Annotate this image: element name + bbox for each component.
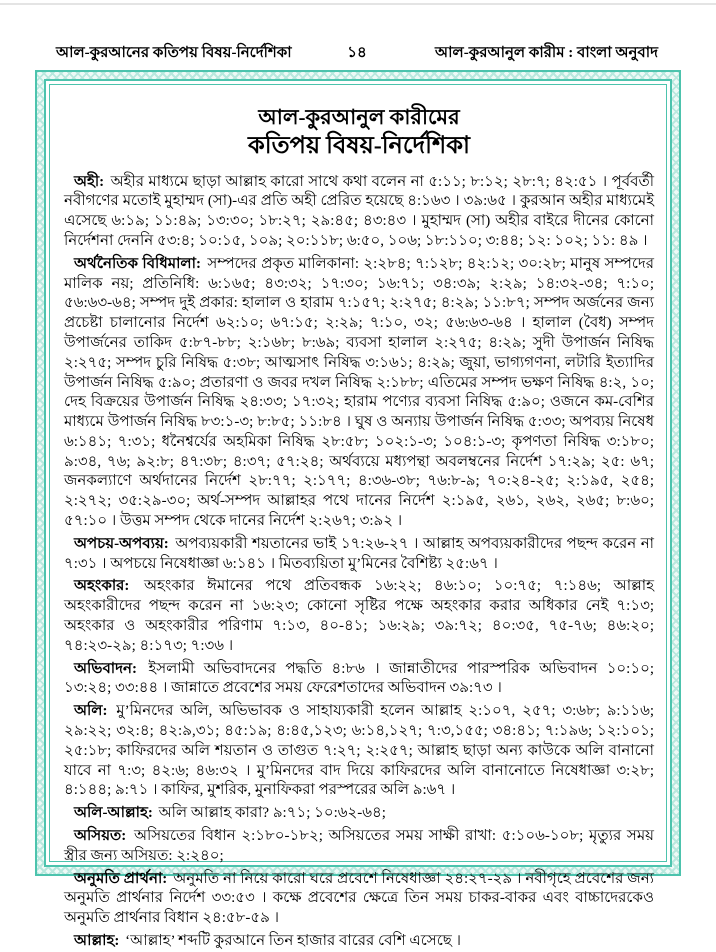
entry-term: অনুমতি প্রার্থনা: bbox=[74, 870, 168, 887]
entry-text: অনুমতি না নিয়ে কারো ঘরে প্রবেশে নিষেধাজ্ঞা ২৪:২৭-২৯ । নবীগৃহে প্রবেশের জন্য অনুমতি প্রার্থনার নির্দেশ ৩৩:৫৩ । কক্ষে প্রবেশের ক্ষেত্রে তিন সময় চাকর-বাকর এবং বাচ্চাদেরকেও অনুমতি প্রার্থনার বিধান ২৪:৫৮-৫৯ । bbox=[64, 870, 654, 927]
entry-term: অলি: bbox=[74, 703, 108, 720]
page-title-line-1: আল-কুরআনুল কারীমের bbox=[258, 105, 460, 129]
entry-text: অসিয়তের বিধান ২:১৮০-১৮২; অসিয়তের সময় সাক্ষী রাখা: ৫:১০৬-১০৮; মৃত্যুর সময় স্ত্রীর জন্য অসিয়ত: ২:২৪০; bbox=[64, 828, 654, 864]
entry-text: সম্পদের প্রকৃত মালিকানা: ২:২৮৪; ৭:১২৮; ৪২:১২; ৩০:২৮; মানুষ সম্পদের মালিক নয়; প্রতিনিধি: ৬:১৬৫; ৪৩:৩২; ১৭:৩০; ১৬:৭১; ৩৪:৩৯; ২:২৯; ১৪:৩২-৩৪; ৭:১০; ৫৬:৬৩-৬৪; সম্পদ দুই প্রকার: হালাল ও হারাম ৭:১৫৭; ২:২৭৫; ৪:২৯; ১১:৮৭; সম্পদ অর্জনের জন্য প্রচেষ্টা চালানোর নির্দেশ ৬২:১০; ৬৭:১৫; ২:২৯; ৭:১০, ৩২; ৫৬:৬৩-৬৪ । হালাল (বৈধ) সম্পদ উপার্জনের তাকিদ ৫:৮৭-৮৮; ২:১৬৮; ৮:৬৯; ব্যবসা হালাল ২:২৭৫; ৪:২৯; সুদী উপার্জন নিষিদ্ধ ২:২৭৫; সম্পদ চুরি নিষিদ্ধ ৫:৩৮; আত্মসাৎ নিষিদ্ধ ৩:১৬১; ৪:২৯; জুয়া, ভাগ্যগণনা, লটারি ইত্যাদির উপার্জন নিষিদ্ধ ৫:৯০; প্রতারণা ও জবর দখল নিষিদ্ধ ২:১৮৮; এতিমের সম্পদ ভক্ষণ নিষিদ্ধ ৪:২, ১০; দেহ বিক্রয়ের উপার্জন নিষিদ্ধ ২৪:৩৩; ১৭:৩২; হারাম পণ্যের ব্যবসা নিষিদ্ধ ৫:৯০; ওজনে কম-বেশির মাধ্যমে উপার্জন নিষিদ্ধ ৮৩:১-৩; ৮:৮৫; ১১:৮৪ । ঘুষ ও অন্যায় উপার্জন নিষিদ্ধ ৫:৩৩; অপব্যয় নিষেধ ৬:১৪১; ৭:৩১; ধনৈশ্বর্যের অহমিকা নিষিদ্ধ ২৮:৫৮; ১০২:১-৩; ১০৪:১-৩; কৃপণতা নিষিদ্ধ ৩:১৮০; ৯:৩৪, ৭৬; ৯২:৮; ৪৭:৩৮; ৪:৩৭; ৫৭:২৪; অর্থব্যয়ে মধ্যপন্থা অবলম্বনের নির্দেশ ১৭:২৯; ২৫: ৬৭; জনকল্যাণে অর্থদানের নির্দেশ ২৮:৭৭; ২:১৭৭; ৪:৩৬-৩৮; ৭৬:৮-৯; ৭০:২৪-২৫; ২:১৯৫, ২৫৪; ২:২৭২; ৩৫:২৯-৩০; অর্থ-সম্পদ আল্লাহর পথে দানের নির্দেশ ২:১৯৫, ২৬১, ২৬২, ২৬৫; ৮:৬০; ৫৭:১০ । উত্তম সম্পদ থেকে দানের নির্দেশ ২:২৬৭; ৩:৯২ । bbox=[64, 255, 654, 530]
entry-term: অসিয়ত: bbox=[74, 828, 127, 845]
index-entry-osiyot bbox=[64, 827, 654, 867]
running-header bbox=[0, 0, 716, 62]
page-title bbox=[64, 103, 654, 163]
index-entry-oli bbox=[64, 702, 654, 801]
page-number: ১৪ bbox=[347, 45, 367, 61]
index-entry-allah bbox=[64, 932, 654, 952]
entry-text: অপব্যয়কারী শয়তানের ভাই ১৭:২৬-২৭ । আল্লাহ অপব্যয়কারীদের পছন্দ করেন না ৭:৩১ । অপচয়ে নিষেধাজ্ঞা ৬:১৪১ । মিতব্যয়িতা মু’মিনের বৈশিষ্ট্য ২৫:৬৭ । bbox=[64, 535, 655, 572]
page-edge-rule bbox=[0, 3, 716, 5]
entry-text: ‘আল্লাহ’ শব্দটি কুরআনে তিন হাজার বারের বেশি এসেছে । bbox=[125, 933, 461, 950]
running-header-left-title: আল-কুরআনের কতিপয় বিষয়-নির্দেশিকা bbox=[56, 45, 292, 61]
entry-term: আল্লাহ: bbox=[74, 933, 120, 950]
border-pattern-band bbox=[37, 72, 679, 950]
entry-text: অহীর মাধ্যমে ছাড়া আল্লাহ কারো সাথে কথা বলেন না ৫:১১; ৮:১২; ২৮:৭; ৪২:৫১ । পূর্ববর্তী নবীগণের মতোই মুহাম্মদ (সা)-এর প্রতি অহী প্রেরিত হয়েছে ৪:১৬৩ । ৩৯:৬৫ । কুরআন অহীর মাধ্যমেই এসেছে ৬:১৯; ১১:৪৯; ১৩:৩০; ১৮:২৭; ২৯:৪৫; ৪৩:৪৩ । মুহাম্মদ (সা) অহীর বাইরে দীনের কোনো নির্দেশনা দেননি ৫৩:৪; ১০:১৫, ১০৯; ২০:১১৮; ৬:৫০, ১০৬; ১৮:১১০; ৩:৪৪; ১২: ১০২; ১১: ৪৯ । bbox=[64, 173, 654, 249]
content-area bbox=[49, 84, 667, 950]
entry-term: অপচয়-অপব্যয়: bbox=[74, 535, 169, 552]
border-mid-line bbox=[44, 79, 672, 950]
index-entry-arrogance bbox=[64, 577, 654, 656]
entry-text: অহংকার ঈমানের পথে প্রতিবন্ধক ১৬:২২; ৪৬:১০; ১০:৭৫; ৭:১৪৬; আল্লাহ অহংকারীদের পছন্দ করেন না ১৬:২৩; কোনো সৃষ্টির পক্ষে অহংকার করার অধিকার নেই ৭:১৩; অহংকার ও অহংকারীর পরিণাম ৭:১৩, ৪০-৪১; ১৬:২৯; ৩৯:৭২; ৪০:৩৫, ৭৫-৭৬; ৪৬:২০; ৭৪:২৩-২৯; ৪:১৭৩; ৭:৩৬ । bbox=[64, 578, 654, 654]
entry-term: অহংকার: bbox=[74, 578, 130, 595]
entry-text: ইসলামী অভিবাদনের পদ্ধতি ৪:৮৬ । জান্নাতীদের পারস্পরিক অভিবাদন ১০:১০; ১৩:২৪; ৩৩:৪৪ । জান্নাতে প্রবেশের সময় ফেরেশতাদের অভিবাদন ৩৯:৭৩ । bbox=[64, 660, 655, 697]
index-entry-economic-rules bbox=[64, 255, 654, 532]
index-entry-wastefulness bbox=[64, 535, 654, 575]
index-entry-oli-allah bbox=[64, 804, 654, 824]
entry-term: অহী: bbox=[74, 173, 105, 190]
entry-text: অলি আল্লাহ কারা? ৯:৭১; ১০:৬২-৬৪; bbox=[158, 805, 386, 822]
index-entry-ohi bbox=[64, 173, 654, 252]
index-entry-permission-seeking bbox=[64, 870, 654, 929]
index-entry-greeting bbox=[64, 660, 654, 700]
page-title-line-2: কতিপয় বিষয়-নির্দেশিকা bbox=[248, 133, 470, 160]
decorative-border-frame bbox=[35, 70, 681, 950]
entry-text: মু’মিনদের অলি, অভিভাবক ও সাহায্যকারী হলেন আল্লাহ ২:১০৭, ২৫৭; ৩:৬৮; ৯:১১৬; ২৯:২২; ৩২:৪; ৪২:৯,৩১; ৪৫:১৯; ৪:৪৫,১২৩; ৬:১৪,১২৭; ৭:৩,১৫৫; ৩৪:৪১; ৭:১৯৬; ১২:১০১; ২৫:১৮; কাফিরদের অলি শয়তান ও তাগুত ৭:২৭; ২:২৫৭; আল্লাহ ছাড়া অন্য কাউকে অলি বানানো যাবে না ৭:৩; ৪২:৬; ৪৬:৩২ । মু’মিনদের বাদ দিয়ে কাফিরদের অলি বানানোতে নিষেধাজ্ঞা ৩:২৮; ৪:১৪৪; ৯:৭১ । কাফির, মুশরিক, মুনাফিকরা পরস্পরের অলি ৯:৬৭ । bbox=[64, 703, 654, 799]
entry-term: অর্থনৈতিক বিধিমালা: bbox=[74, 255, 201, 272]
running-header-right-title: আল-কুরআনুল কারীম : বাংলা অনুবাদ bbox=[435, 45, 658, 61]
entry-term: অভিবাদন: bbox=[74, 660, 137, 677]
entry-term: অলি-আল্লাহ: bbox=[74, 805, 153, 822]
